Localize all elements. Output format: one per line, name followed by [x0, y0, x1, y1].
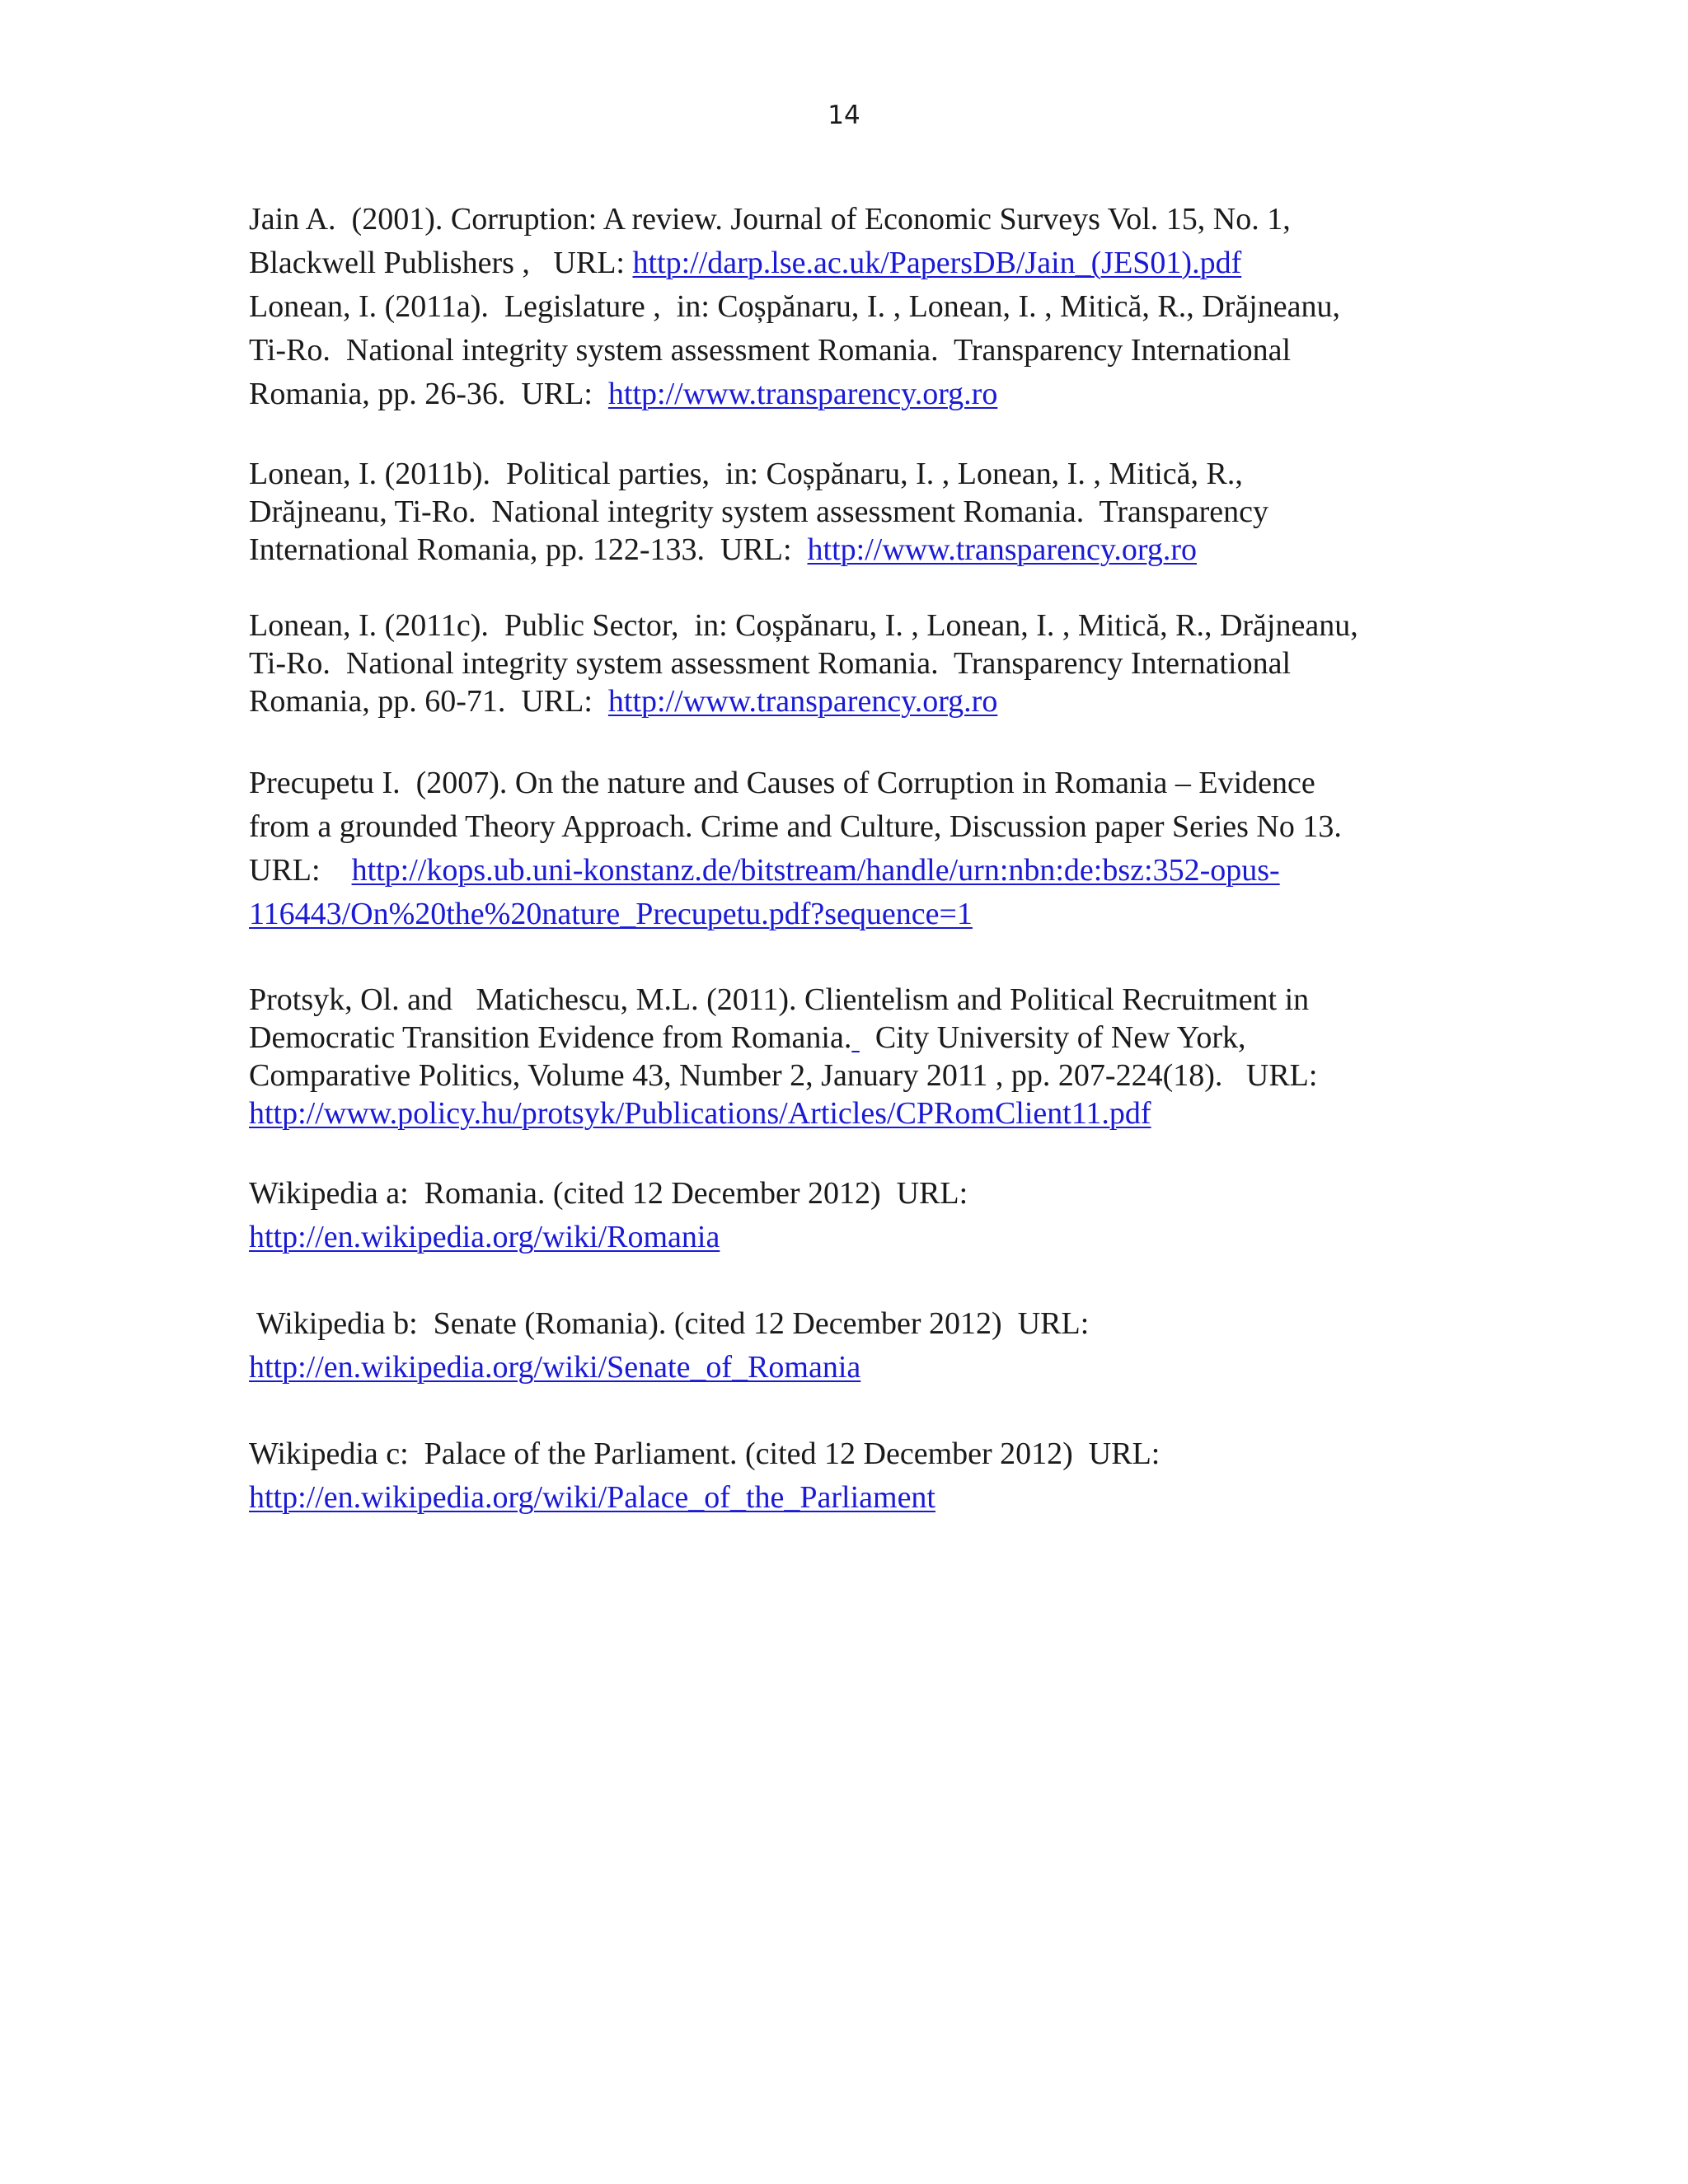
reference-jain-2001	[249, 198, 1452, 285]
reference-line	[249, 1476, 1452, 1520]
reference-text: Lonean, I. (2011c). Public Sector, in: Coșpănaru, I. , Lonean, I. , Mitică, R., Drăjneanu,	[249, 608, 1358, 643]
reference-line	[249, 644, 1452, 682]
reference-text: Romania, pp. 26-36. URL:	[249, 377, 608, 411]
reference-line	[249, 762, 1452, 805]
reference-url-link-continued[interactable]: 116443/On%20the%20nature_Precupetu.pdf?sequence=1	[249, 897, 973, 931]
reference-line	[249, 373, 1452, 416]
reference-text: URL:	[249, 853, 352, 888]
reference-url-link[interactable]: http://www.transparency.org.ro	[607, 684, 998, 719]
reference-url-link[interactable]: http://kops.ub.uni-konstanz.de/bitstream/handle/urn:nbn:de:bsz:352-opus-	[351, 853, 1280, 888]
reference-url-link[interactable]: http://www.policy.hu/protsyk/Publications/Articles/CPRomClient11.pdf	[249, 1096, 1151, 1131]
reference-text: Wikipedia b: Senate (Romania). (cited 12 December 2012) URL:	[249, 1306, 1090, 1341]
reference-text: Lonean, I. (2011a). Legislature , in: Coșpănaru, I. , Lonean, I. , Mitică, R., Drăjneanu,	[249, 289, 1340, 324]
reference-text: Drăjneanu, Ti-Ro. National integrity system assessment Romania. Transparency	[249, 494, 1268, 529]
reference-url-link[interactable]: http://en.wikipedia.org/wiki/Senate_of_Romania	[249, 1350, 861, 1385]
reference-line	[249, 1172, 1452, 1216]
reference-line	[249, 1094, 1452, 1132]
reference-line	[249, 1019, 1452, 1057]
reference-text: Lonean, I. (2011b). Political parties, in: Coșpănaru, I. , Lonean, I. , Mitică, R.,	[249, 457, 1243, 491]
reference-line	[249, 531, 1452, 569]
reference-text: Wikipedia a: Romania. (cited 12 December 2012) URL:	[249, 1176, 968, 1211]
reference-lonean-2011c	[249, 607, 1452, 720]
reference-line	[249, 241, 1452, 285]
reference-line	[249, 1346, 1452, 1390]
reference-text: Blackwell Publishers , URL:	[249, 246, 633, 280]
reference-url-link[interactable]: http://en.wikipedia.org/wiki/Palace_of_the_Parliament	[249, 1480, 935, 1515]
reference-lonean-2011a	[249, 285, 1452, 416]
reference-text: Democratic Transition Evidence from Romania.	[249, 1020, 852, 1055]
reference-line	[249, 329, 1452, 373]
reference-empty-link[interactable]	[851, 1020, 860, 1055]
reference-text: Comparative Politics, Volume 43, Number 2, January 2011 , pp. 207-224(18). URL:	[249, 1058, 1318, 1093]
reference-protsyk-2011	[249, 981, 1452, 1132]
reference-text: City University of New York,	[859, 1020, 1246, 1055]
reference-lonean-2011b	[249, 455, 1452, 569]
reference-url-link[interactable]: http://www.transparency.org.ro	[607, 377, 998, 411]
reference-text: from a grounded Theory Approach. Crime and Culture, Discussion paper Series No 13.	[249, 809, 1342, 844]
reference-text: Romania, pp. 60-71. URL:	[249, 684, 608, 719]
reference-line	[249, 455, 1452, 493]
reference-line	[249, 1432, 1452, 1476]
reference-text: Jain A. (2001). Corruption: A review. Journal of Economic Surveys Vol. 15, No. 1,	[249, 202, 1291, 237]
reference-line	[249, 198, 1452, 241]
reference-line	[249, 849, 1452, 893]
reference-line	[249, 893, 1452, 936]
reference-text: Protsyk, Ol. and Matichescu, M.L. (2011). Clientelism and Political Recruitment in	[249, 982, 1310, 1017]
reference-precupetu-2007	[249, 762, 1452, 936]
reference-line	[249, 805, 1452, 849]
reference-url-link[interactable]: http://darp.lse.ac.uk/PapersDB/Jain_(JES01).pdf	[632, 246, 1242, 280]
reference-text: Precupetu I. (2007). On the nature and Causes of Corruption in Romania – Evidence	[249, 766, 1315, 800]
reference-line	[249, 1057, 1452, 1094]
reference-line	[249, 493, 1452, 531]
reference-url-link[interactable]: http://en.wikipedia.org/wiki/Romania	[249, 1220, 720, 1254]
reference-line	[249, 607, 1452, 644]
reference-url-link[interactable]: http://www.transparency.org.ro	[807, 532, 1197, 567]
reference-wikipedia-a	[249, 1172, 1452, 1259]
reference-text: Ti-Ro. National integrity system assessment Romania. Transparency International	[249, 333, 1292, 368]
reference-line	[249, 285, 1452, 329]
reference-text: International Romania, pp. 122-133. URL:	[249, 532, 808, 567]
reference-wikipedia-c	[249, 1432, 1452, 1520]
reference-line	[249, 1216, 1452, 1259]
reference-text: Wikipedia c: Palace of the Parliament. (cited 12 December 2012) URL:	[249, 1436, 1160, 1471]
reference-line	[249, 682, 1452, 720]
page-number: 14	[828, 101, 860, 130]
reference-line	[249, 1302, 1452, 1346]
reference-text: Ti-Ro. National integrity system assessment Romania. Transparency International	[249, 646, 1292, 681]
reference-line	[249, 981, 1452, 1019]
reference-wikipedia-b	[249, 1302, 1452, 1390]
